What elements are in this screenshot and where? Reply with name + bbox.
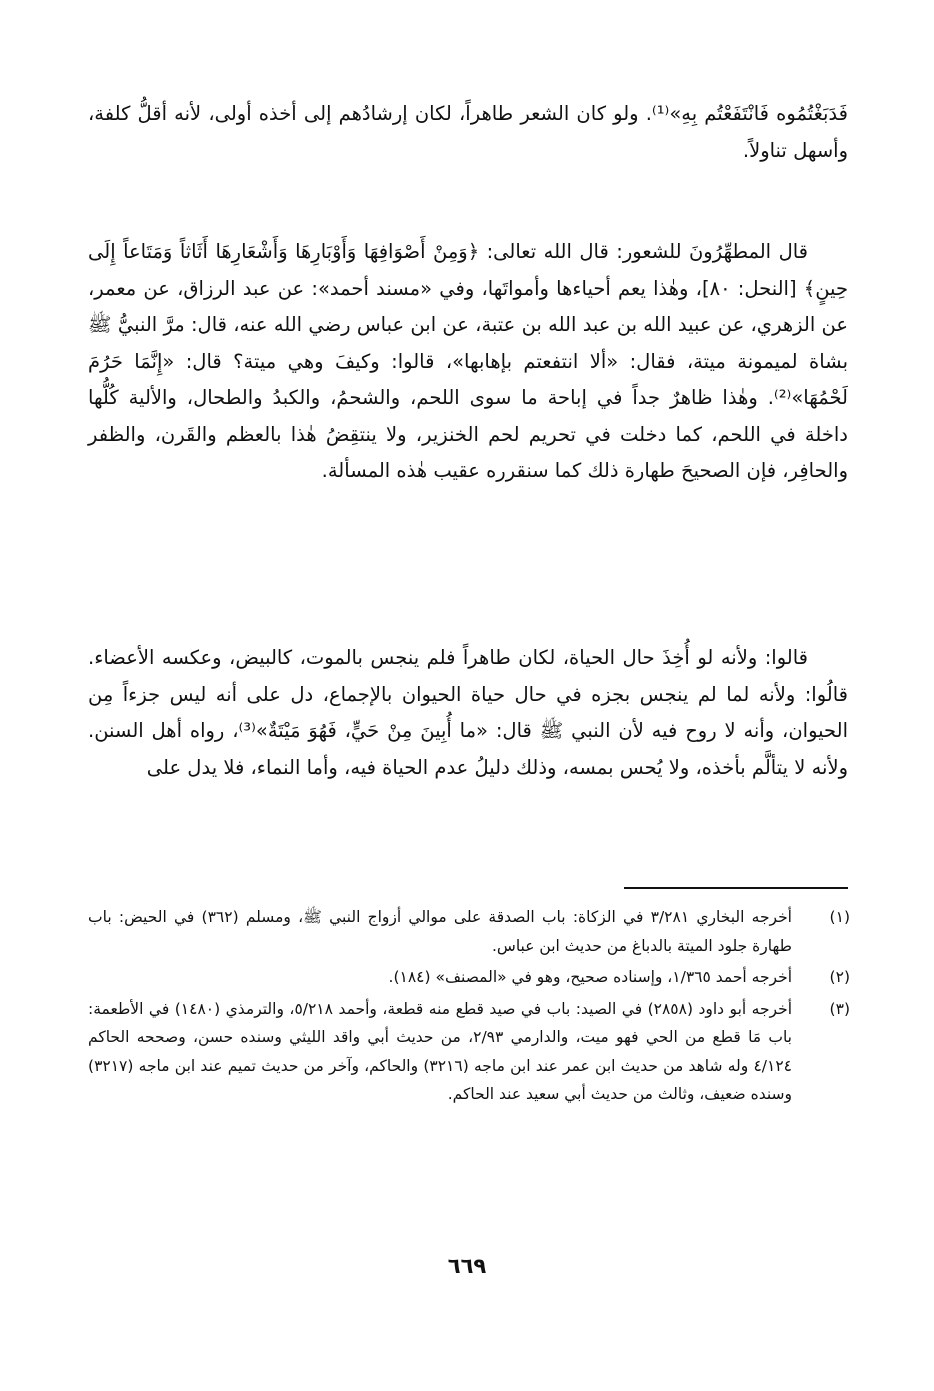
footnote-2 [88, 963, 850, 992]
footnote-separator [624, 887, 848, 889]
footnote-text: أخرجه أحمد ١/٣٦٥، وإسناده صحيح، وهو في «المصنف» (١٨٤). [388, 968, 792, 986]
footnote-text: أخرجه أبو داود (٢٨٥٨) في الصيد: باب في صيد قطع منه قطعة، وأحمد ٥/٢١٨، والترمذي (١٤٨٠) في الأطعمة: باب مَا قطع من الحي فهو ميت، والدارمي ٢/٩٣، من حديث أبي واقد الليثي وسنده حسن، وصححه الحاكم ٤/١٢٤ وله شاهد من حديث ابن عمر عند ابن ماجه (٣٢١٦) والحاكم، وآخر من حديث تميم عند ابن ماجه (٣٢١٧) وسنده ضعيف، وثالث من حديث أبي سعيد عند الحاكم. [88, 999, 792, 1103]
footnote-number: (١) [829, 908, 850, 926]
page-number: ٦٦٩ [447, 1254, 487, 1278]
paragraph-1: فَدَبَغْتُمُوه فَانْتَفَعْتُم بِهِ»⁽¹⁾. ولو كان الشعر طاهراً، لكان إرشادُهم إلى أخذه أولى، لأنه أقلُّ كلفة، وأسهل تناولاً. [88, 102, 848, 162]
footnote-3 [88, 995, 850, 1109]
footnote-number: (٣) [829, 999, 850, 1018]
paragraph-3: قالوا: ولأنه لو أُخِذَ حال الحياة، لكان طاهراً فلم ينجس بالموت، كالبيض، وعكسه الأعضاء. قالُوا: ولأنه لما لم ينجس بجزه في حال حياة الحيوان بالإجماع، دل على أنه ليس جزءاً مِن الحيوان، وأنه لا روح فيه لأن النبي ﷺ قال: «ما أُبِينَ مِنْ حَيٍّ، فَهُوَ مَيْتَةٌ»⁽³⁾، رواه أهل السنن. ولأنه لا يتألَّم بأخذه، ولا يُحس بمسه، وذلك دليلُ عدم الحياة فيه، وأما النماء، فلا يدل على [88, 646, 848, 779]
footnote-text: أخرجه البخاري ٣/٢٨١ في الزكاة: باب الصدقة على موالي أزواج النبي ﷺ، ومسلم (٣٦٢) في الحيض: باب طهارة جلود الميتة بالدباغ من حديث ابن عباس. [88, 908, 792, 955]
footnote-1 [88, 903, 850, 960]
paragraph-2: قال المطهِّرُونَ للشعور: قال الله تعالى: ﴿وَمِنْ أَصْوَافِهَا وَأَوْبَارِهَا وَأَشْعَارِهَا أَثَاثاً وَمَتَاعاً إِلَى حِينٍ﴾ [النحل: ٨٠]، وهٰذا يعم أحياءها وأمواتَها، وفي «مسند أحمد»: عن عبد الرزاق، عن معمر، عن الزهري، عن عبيد الله بن عبد الله بن عتبة، عن ابن عباس رضي الله عنه، قال: مرَّ النبيُّ ﷺ بشاة لميمونة ميتة، فقال: «ألا انتفعتم بإهابها»، قالوا: وكيفَ وهي ميتة؟ قال: «إِنَّمَا حَرُمَ لَحْمُهَا»⁽²⁾. وهٰذا ظاهرٌ جداً في إباحة ما سوى اللحم، والشحمُ، والكبدُ والطحال، والألية كُلُّها داخلة في اللحم، كما دخلت في تحريم لحم الخنزير، ولا ينتقِضُ هٰذا بالعظم والقَرن، والظفر والحافِر، فإن الصحيحَ طهارة ذلك كما سنقرره عقيب هٰذه المسألة. [88, 240, 848, 482]
footnotes-list [88, 903, 850, 1112]
footnote-number: (٢) [829, 968, 850, 986]
